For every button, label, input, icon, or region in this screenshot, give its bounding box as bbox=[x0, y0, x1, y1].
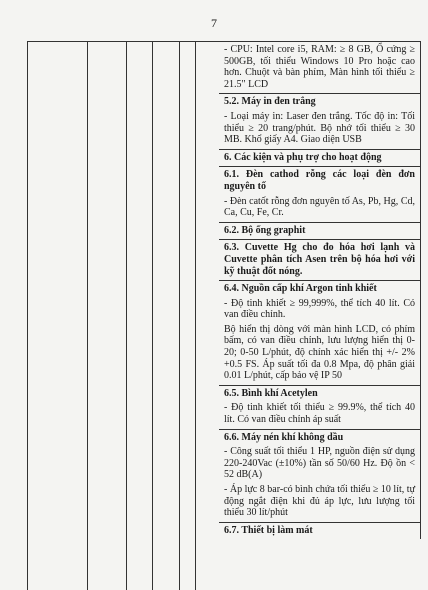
spec-5-2 bbox=[219, 94, 420, 149]
spec-6-6-text-1: - Công suất tối thiểu 1 HP, nguồn điện sử dụng 220-240Vac (±10%) tần số 50/60 Hz. Độ ồn < 52 dB(A) bbox=[224, 446, 415, 481]
spec-cpu-text: - CPU: Intel core i5, RAM: ≥ 8 GB, Ổ cứng ≥ 500GB, tối thiểu Windows 10 Pro hoặc cao hơn. Chuột và bàn phím, Màn hình tối thiểu ≥ 21.5" LCD bbox=[224, 44, 415, 90]
spec-6-6-title: 6.6. Máy nén khí không dầu bbox=[224, 431, 344, 443]
spec-6-4 bbox=[219, 281, 420, 386]
column-divider-4 bbox=[179, 42, 180, 590]
spec-6-4-title: 6.4. Nguồn cấp khí Argon tinh khiết bbox=[224, 283, 377, 295]
spec-6-1-text: - Đèn catốt rỗng đơn nguyên tố As, Pb, Hg, Cd, Ca, Cu, Fe, Cr. bbox=[224, 195, 415, 219]
spec-6-2-title: 6.2. Bộ ống graphit bbox=[224, 224, 306, 236]
spec-6-5 bbox=[219, 386, 420, 430]
spec-5-2-title: 5.2. Máy in đen trắng bbox=[224, 96, 316, 108]
column-divider-2 bbox=[126, 42, 127, 590]
spec-6-5-title: 6.5. Bình khí Acetylen bbox=[224, 387, 318, 399]
spec-6-7-title: 6.7. Thiết bị làm mát bbox=[224, 524, 313, 536]
spec-6-3 bbox=[219, 240, 420, 281]
column-divider-1 bbox=[87, 42, 88, 590]
column-divider-3 bbox=[152, 42, 153, 590]
page-number: 7 bbox=[211, 16, 217, 30]
specification-table bbox=[27, 41, 421, 590]
spec-6-4-text-2: Bộ hiển thị dòng với màn hình LCD, có phím bấm, có van điều chỉnh, lưu lượng hiển thị 0-20; 0-50 L/phút, độ chính xác hiển thị +/- 2% +0.5 FS. Áp suất tối đa 0.8 Mpa, độ phân giải 0.01 L/phút, cấp bảo vệ IP 50 bbox=[224, 323, 415, 382]
spec-6-1 bbox=[219, 167, 420, 222]
spec-cpu bbox=[219, 42, 420, 94]
spec-6-4-text-1: - Độ tinh khiết ≥ 99,999%, thể tích 40 lít. Có van điều chỉnh. bbox=[224, 297, 415, 321]
spec-6-6-text-2: - Áp lực 8 bar-có bình chứa tối thiểu ≥ 10 lít, tự động ngắt điện khi đủ áp lực, lưu lượng tối thiểu 30 lít/phút bbox=[224, 484, 415, 519]
spec-6-2 bbox=[219, 223, 420, 241]
specification-column bbox=[219, 42, 421, 539]
spec-6-6 bbox=[219, 430, 420, 523]
spec-6-title: 6. Các kiện và phụ trợ cho hoạt động bbox=[224, 151, 382, 163]
spec-6-1-title: 6.1. Đèn cathod rỗng các loại đèn đơn nguyên tố bbox=[224, 169, 415, 192]
column-divider-5 bbox=[195, 42, 196, 590]
spec-6-5-text: - Độ tinh khiết tối thiểu ≥ 99.9%, thể tích 40 lít. Có van điều chỉnh áp suất bbox=[224, 402, 415, 426]
spec-6 bbox=[219, 150, 420, 168]
spec-6-7 bbox=[219, 523, 420, 540]
spec-6-3-title: 6.3. Cuvette Hg cho đo hóa hơi lạnh và Cuvette phân tích Asen trên bộ hóa hơi với kỹ thuật đốt nóng. bbox=[224, 242, 415, 277]
spec-5-2-text: - Loại máy in: Laser đen trắng. Tốc độ in: Tối thiểu ≥ 20 trang/phút. Bộ nhớ tối thiểu ≥ 30 MB. Khổ giấy A4. Giao diện USB bbox=[224, 110, 415, 146]
